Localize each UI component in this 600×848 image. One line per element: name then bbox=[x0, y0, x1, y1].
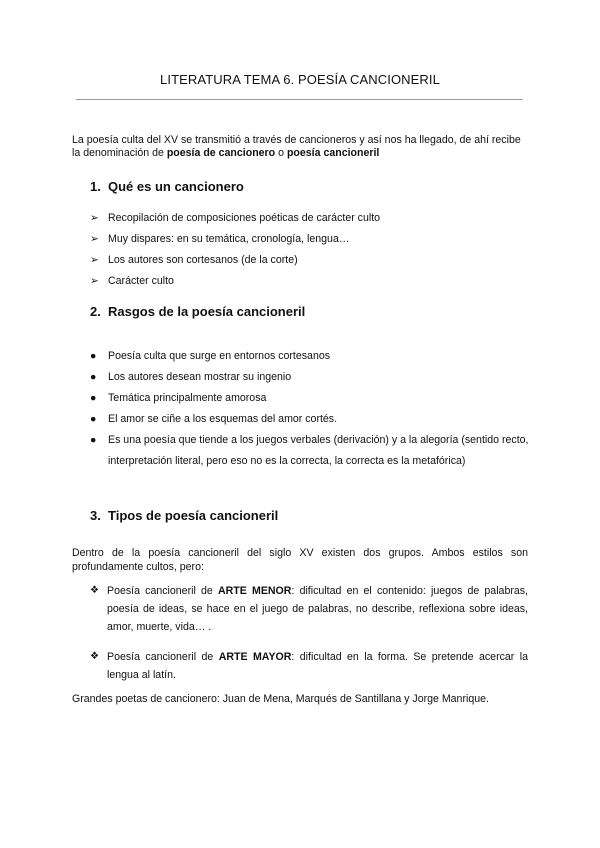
section-3-title: Tipos de poesía cancioneril bbox=[108, 508, 279, 523]
bullet-dot-icon: ● bbox=[90, 350, 97, 362]
type-item-arte-menor: ❖ Poesía cancioneril de ARTE MENOR: dificultad en el contenido: juegos de palabras, poesía de ideas, se hace en el juego de palabras, no describe, reflexiona sobre ideas, amor, muerte, vida… . bbox=[90, 582, 528, 636]
type-item-arte-mayor: ❖ Poesía cancioneril de ARTE MAYOR: dificultad en la forma. Se pretende acercar la lengua al latín. bbox=[90, 648, 528, 684]
bullet-dot-icon: ● bbox=[90, 413, 97, 425]
arte-mayor-label: ARTE MAYOR bbox=[218, 651, 292, 663]
section-3-heading bbox=[90, 508, 278, 523]
section-3-number: 3. bbox=[90, 508, 101, 523]
section-1-title: Qué es un cancionero bbox=[108, 179, 244, 194]
list-item: ● El amor se ciñe a los esquemas del amor cortés. bbox=[90, 409, 530, 430]
list-item: ➢ Carácter culto bbox=[90, 271, 530, 292]
section-2-heading bbox=[90, 304, 305, 319]
list-item: ● Es una poesía que tiende a los juegos verbales (derivación) y a la alegoría (sentido recto, interpretación literal, pero eso no es la correcta, la correcta es la metafórica) bbox=[90, 430, 530, 472]
diamond-bullet-icon: ❖ bbox=[90, 585, 99, 596]
page-title: LITERATURA TEMA 6. POESÍA CANCIONERIL bbox=[160, 72, 440, 87]
bullet-dot-icon: ● bbox=[90, 371, 97, 383]
list-item: ● Los autores desean mostrar su ingenio bbox=[90, 367, 530, 388]
list-item: ● Poesía culta que surge en entornos cortesanos bbox=[90, 346, 530, 367]
intro-text-2: o bbox=[275, 147, 287, 159]
intro-paragraph bbox=[72, 134, 527, 160]
list-item: ➢ Recopilación de composiciones poéticas de carácter culto bbox=[90, 208, 530, 229]
list-item: ● Temática principalmente amorosa bbox=[90, 388, 530, 409]
intro-bold-2: poesía cancioneril bbox=[286, 147, 380, 159]
section-1-heading bbox=[90, 179, 244, 194]
arte-menor-label: ARTE MENOR bbox=[217, 585, 292, 597]
intro-bold-1: poesía de cancionero bbox=[166, 147, 276, 159]
arrow-bullet-icon: ➢ bbox=[90, 275, 99, 287]
bullet-dot-icon: ● bbox=[90, 434, 97, 446]
intro-text-1: La poesía culta del XV se transmitió a través de cancioneros y así nos ha llegado, de ahí recibe la denominación de bbox=[72, 134, 521, 159]
list-item: ➢ Los autores son cortesanos (de la corte) bbox=[90, 250, 530, 271]
diamond-bullet-icon: ❖ bbox=[90, 651, 99, 662]
section-2-number: 2. bbox=[90, 304, 101, 319]
list-item: ➢ Muy dispares: en su temática, cronología, lengua… bbox=[90, 229, 530, 250]
arrow-bullet-icon: ➢ bbox=[90, 254, 99, 266]
arrow-bullet-icon: ➢ bbox=[90, 212, 99, 224]
section-3-paragraph: Dentro de la poesía cancioneril del siglo XV existen dos grupos. Ambos estilos son profundamente cultos, pero: bbox=[72, 547, 528, 573]
closing-paragraph: Grandes poetas de cancionero: Juan de Mena, Marqués de Santillana y Jorge Manrique. bbox=[72, 693, 489, 705]
title-divider bbox=[76, 99, 523, 100]
bullet-dot-icon: ● bbox=[90, 392, 97, 404]
arrow-bullet-icon: ➢ bbox=[90, 233, 99, 245]
section-2-title: Rasgos de la poesía cancioneril bbox=[108, 304, 306, 319]
section-1-number: 1. bbox=[90, 179, 101, 194]
